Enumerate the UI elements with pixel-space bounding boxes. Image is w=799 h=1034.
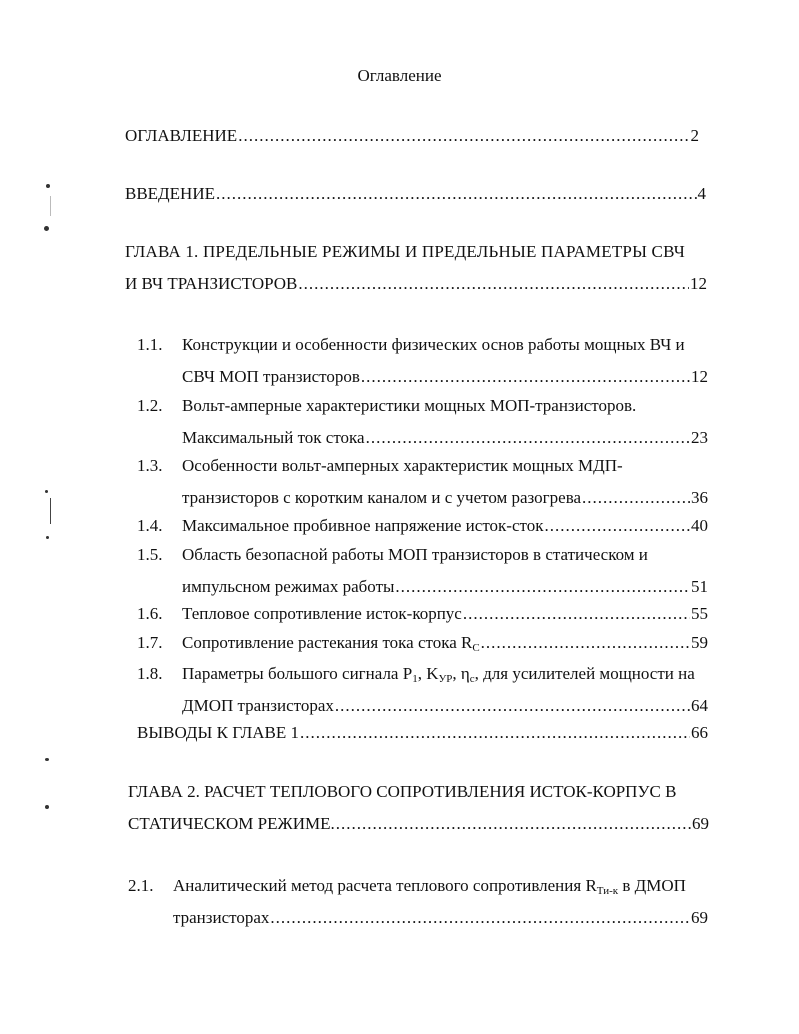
page-number: 40 (691, 516, 708, 535)
toc-entry-label-text: Сопротивление растекания тока стока R (182, 633, 473, 652)
label-part: , η (452, 664, 470, 683)
toc-entry-label: ВЫВОДЫ К ГЛАВЕ 1 (137, 723, 300, 742)
page-number: 64 (691, 696, 708, 715)
toc-entry-label-line2: И ВЧ ТРАНЗИСТОРОВ (125, 274, 298, 293)
toc-entry-conclusions-1[interactable] (137, 723, 708, 743)
toc-entry-label-line1: Особенности вольт-амперных характеристик мощных МДП- (182, 456, 623, 475)
dot-leader (361, 367, 690, 387)
toc-entry-label: ОГЛАВЛЕНИЕ (125, 126, 238, 145)
toc-entry-2-1[interactable] (173, 876, 708, 928)
dot-leader (298, 274, 689, 294)
label-part: Аналитический метод расчета теплового сопротивления R (173, 876, 597, 895)
scan-speck (46, 184, 50, 188)
toc-entry-1-5[interactable] (182, 545, 708, 597)
page-number: 59 (691, 633, 708, 652)
subscript: c (469, 673, 475, 685)
toc-entry-label-line2: импульсном режимах работы (182, 577, 395, 596)
toc-entry-1-1[interactable] (182, 335, 708, 387)
section-number: 1.6. (137, 604, 163, 623)
page-number: 2 (690, 126, 699, 145)
toc-entry-label-line1: Вольт-амперные характеристики мощных МОП-транзисторов. (182, 396, 637, 415)
label-part: в ДМОП (618, 876, 686, 895)
page-number: 12 (691, 367, 708, 386)
section-number: 2.1. (128, 876, 154, 895)
toc-entry-label-line1 (182, 664, 695, 684)
section-number: 1.8. (137, 664, 163, 683)
page-number: 36 (691, 488, 708, 507)
toc-entry-1-4[interactable] (182, 516, 708, 536)
toc-entry-label-line1: ГЛАВА 2. РАСЧЕТ ТЕПЛОВОГО СОПРОТИВЛЕНИЯ ИСТОК-КОРПУС В (128, 782, 677, 801)
toc-entry-1-2[interactable] (182, 396, 708, 448)
toc-entry-chapter-1[interactable] (125, 242, 707, 294)
scan-speck (46, 536, 49, 539)
toc-entry-1-7[interactable] (182, 633, 708, 653)
toc-entry-label-line2: ДМОП транзисторах (182, 696, 334, 715)
subscript: 1 (412, 673, 418, 685)
dot-leader (216, 184, 697, 204)
page-number: 55 (691, 604, 708, 623)
toc-entry-label: Максимальное пробивное напряжение исток-сток (182, 516, 544, 535)
toc-entry-introduction[interactable] (125, 184, 706, 204)
label-part: Параметры большого сигнала P (182, 664, 413, 683)
dot-leader (481, 633, 690, 653)
page-number: 51 (691, 577, 708, 596)
scan-speck (44, 226, 49, 231)
dot-leader (582, 488, 690, 508)
dot-leader (395, 577, 690, 597)
toc-entry-label: ВВЕДЕНИЕ (125, 184, 215, 203)
toc-entry-1-6[interactable] (182, 604, 708, 624)
toc-entry-label-line2: СВЧ МОП транзисторов (182, 367, 360, 386)
toc-entry-label-line2: Максимальный ток стока (182, 428, 365, 447)
toc-entry-label-line2: транзисторов с коротким каналом и с учетом разогрева (182, 488, 582, 507)
page-number: 69 (692, 814, 709, 833)
toc-entry-label-line1: ГЛАВА 1. ПРЕДЕЛЬНЫЕ РЕЖИМЫ И ПРЕДЕЛЬНЫЕ ПАРАМЕТРЫ СВЧ (125, 242, 686, 261)
page-number: 69 (691, 908, 708, 927)
toc-entry-contents[interactable] (125, 126, 699, 146)
label-part: , для усилителей мощности на (474, 664, 695, 683)
dot-leader (336, 814, 691, 834)
section-number: 1.4. (137, 516, 163, 535)
dot-leader (238, 126, 689, 146)
toc-entry-label-line2: транзисторах (173, 908, 270, 927)
section-number: 1.3. (137, 456, 163, 475)
dot-leader (463, 604, 690, 624)
section-number: 1.5. (137, 545, 163, 564)
toc-entry-chapter-2[interactable] (128, 782, 709, 834)
subscript: УР (438, 673, 453, 685)
toc-entry-label-line2: СТАТИЧЕСКОМ РЕЖИМЕ. (128, 814, 335, 833)
section-number: 1.2. (137, 396, 163, 415)
toc-entry-label-line1 (173, 876, 686, 896)
dot-leader (270, 908, 690, 928)
toc-entry-1-3[interactable] (182, 456, 708, 508)
section-number: 1.7. (137, 633, 163, 652)
toc-entry-label: Тепловое сопротивление исток-корпус (182, 604, 462, 623)
page-number: 66 (691, 723, 708, 742)
dot-leader (300, 723, 690, 743)
page-number: 12 (690, 274, 707, 293)
toc-entry-label-line1: Область безопасной работы МОП транзисторов в статическом и (182, 545, 648, 564)
scan-mark (50, 498, 51, 524)
scan-mark (50, 196, 51, 216)
toc-entry-1-8[interactable] (182, 664, 708, 716)
page-number: 4 (697, 184, 706, 203)
dot-leader (366, 428, 690, 448)
section-number: 1.1. (137, 335, 163, 354)
scan-speck (45, 758, 49, 761)
dot-leader (544, 516, 690, 536)
subscript: Ти-к (596, 885, 619, 897)
toc-entry-label-line1: Конструкции и особенности физических основ работы мощных ВЧ и (182, 335, 685, 354)
toc-entry-label (182, 633, 480, 653)
page-title: Оглавление (357, 66, 442, 85)
scan-speck (45, 805, 49, 809)
label-part: , K (417, 664, 439, 683)
subscript: C (472, 642, 480, 654)
dot-leader (335, 696, 690, 716)
scan-speck (45, 490, 48, 493)
page-number: 23 (691, 428, 708, 447)
